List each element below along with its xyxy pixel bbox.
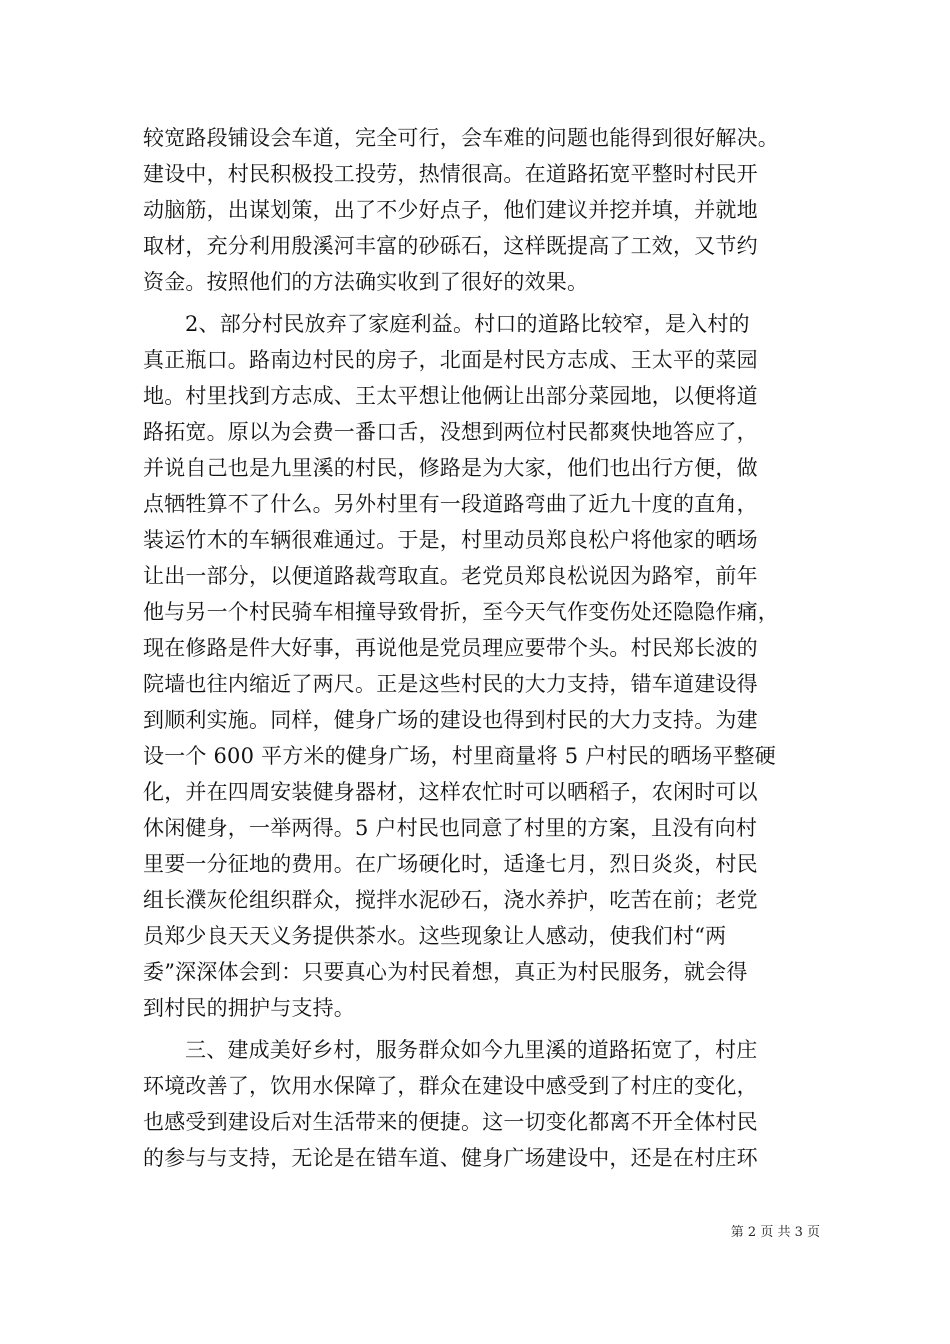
text-line: 到顺利实施。同样，健身广场的建设也得到村民的大力支持。为建 bbox=[143, 708, 758, 732]
text-line: 员郑少良天天义务提供茶水。这些现象让人感动，使我们村“两 bbox=[143, 924, 727, 948]
text-line: 点牺牲算不了什么。另外村里有一段道路弯曲了近九十度的直角， bbox=[143, 492, 758, 516]
text-line: 地。村里找到方志成、王太平想让他俩让出部分菜园地，以便将道 bbox=[143, 384, 758, 408]
paragraph-start-line: 三、建成美好乡村，服务群众如今九里溪的道路拓宽了，村庄 bbox=[185, 1038, 758, 1062]
text-line: 他与另一个村民骑车相撞导致骨折，至今天气作变伤处还隐隐作痛， bbox=[143, 600, 779, 624]
page-number-footer: 第 2 页 共 3 页 bbox=[730, 1225, 820, 1240]
paragraph-start-line: 2、部分村民放弃了家庭利益。村口的道路比较窄，是入村的 bbox=[185, 312, 750, 336]
text-line: 委”深深体会到：只要真心为村民着想，真正为村民服务，就会得 bbox=[143, 960, 748, 984]
text-line: 组长濮灰伦组织群众，搅拌水泥砂石，浇水养护，吃苦在前；老党 bbox=[143, 888, 758, 912]
text-line: 化，并在四周安装健身器材，这样农忙时可以晒稻子，农闲时可以 bbox=[143, 780, 758, 804]
text-line: 路拓宽。原以为会费一番口舌，没想到两位村民都爽快地答应了， bbox=[143, 420, 758, 444]
text-line: 装运竹木的车辆很难通过。于是，村里动员郑良松户将他家的晒场 bbox=[143, 528, 758, 552]
text-line: 取材，充分利用殷溪河丰富的砂砾石，这样既提高了工效，又节约 bbox=[143, 234, 758, 258]
text-line: 让出一部分，以便道路裁弯取直。老党员郑良松说因为路窄，前年 bbox=[143, 564, 758, 588]
text-line: 休闲健身，一举两得。5 户村民也同意了村里的方案，且没有向村 bbox=[143, 816, 758, 840]
text-line: 现在修路是件大好事，再说他是党员理应要带个头。村民郑长波的 bbox=[143, 636, 758, 660]
text-line: 动脑筋，出谋划策，出了不少好点子，他们建议并挖并填，并就地 bbox=[143, 198, 758, 222]
text-line: 资金。按照他们的方法确实收到了很好的效果。 bbox=[143, 270, 589, 294]
text-line: 也感受到建设后对生活带来的便捷。这一切变化都离不开全体村民 bbox=[143, 1110, 758, 1134]
text-line: 里要一分征地的费用。在广场硬化时，适逢七月，烈日炎炎，村民 bbox=[143, 852, 758, 876]
text-line: 真正瓶口。路南边村民的房子，北面是村民方志成、王太平的菜园 bbox=[143, 348, 758, 372]
text-line: 并说自己也是九里溪的村民，修路是为大家，他们也出行方便，做 bbox=[143, 456, 758, 480]
text-line: 设一个 600 平方米的健身广场，村里商量将 5 户村民的晒场平整硬 bbox=[143, 744, 776, 768]
text-line: 较宽路段铺设会车道，完全可行，会车难的问题也能得到很好解决。 bbox=[143, 126, 779, 150]
text-line: 环境改善了，饮用水保障了，群众在建设中感受到了村庄的变化， bbox=[143, 1074, 758, 1098]
text-line bbox=[143, 1176, 813, 1212]
text-line: 的参与与支持，无论是在错车道、健身广场建设中，还是在村庄环 bbox=[143, 1146, 758, 1170]
text-line: 建设中，村民积极投工投劳，热情很高。在道路拓宽平整时村民开 bbox=[143, 162, 758, 186]
text-line: 院墙也往内缩近了两尺。正是这些村民的大力支持，错车道建设得 bbox=[143, 672, 758, 696]
text-line: 到村民的拥护与支持。 bbox=[143, 996, 355, 1020]
